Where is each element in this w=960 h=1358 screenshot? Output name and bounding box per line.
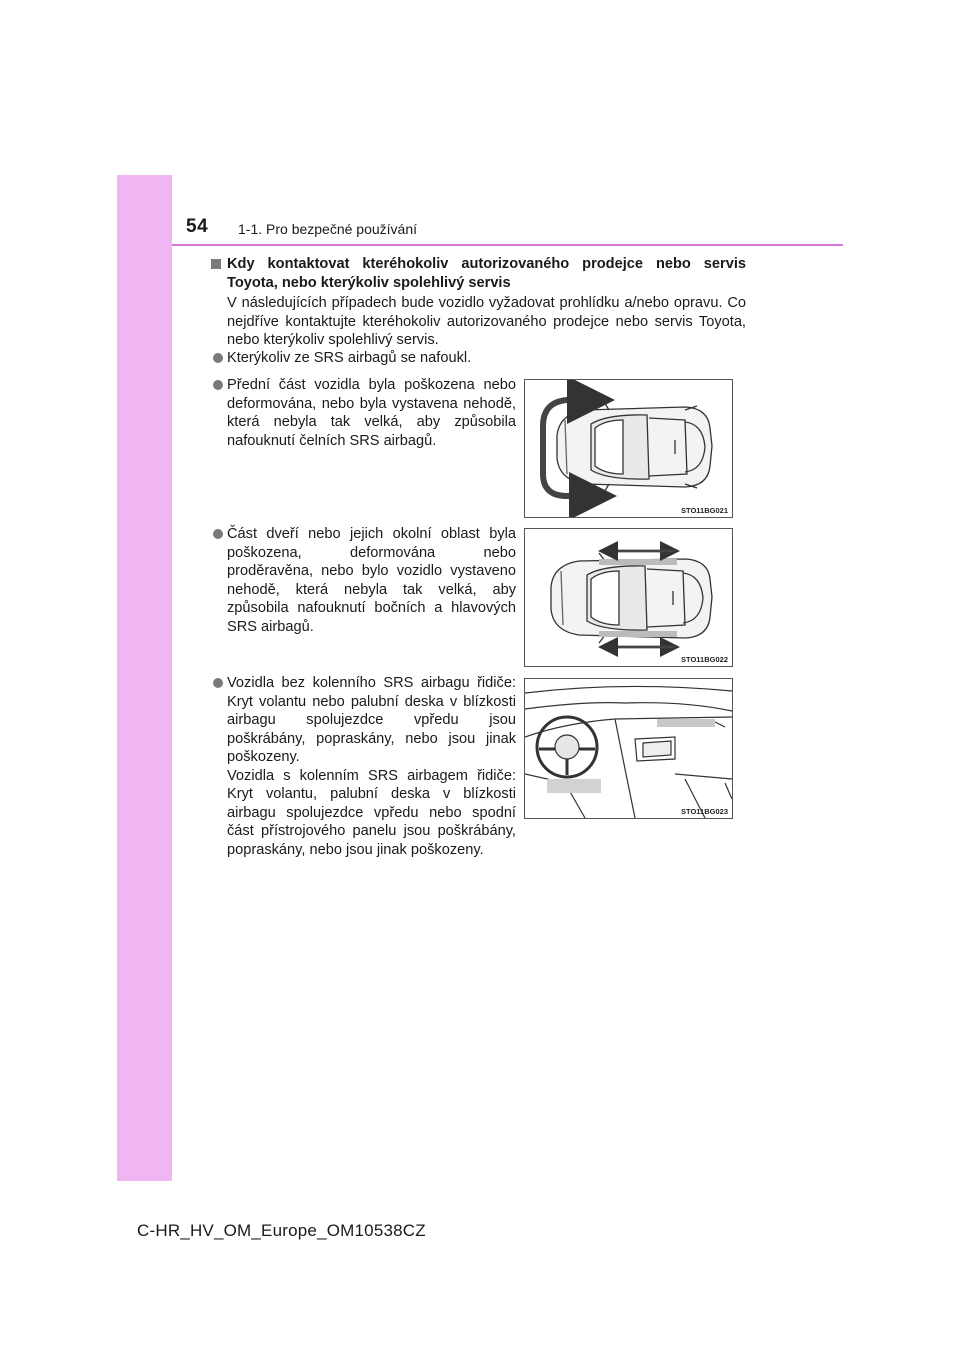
bullet-text-continued: Vozidla s kolenním SRS airbagem řidiče: Kryt volantu, palubní deska v blízkosti airbagu spolujezdce vpředu nebo spodní část přístrojového panelu jsou poškrábány, popraskány, nebo jsou jinak poškozeny. <box>227 767 516 858</box>
figure-front-damage <box>524 379 733 518</box>
figure-code: STO11BG021 <box>681 506 728 515</box>
bullet-dot-icon <box>213 380 223 390</box>
bullet-item-airbag-inflated <box>213 349 753 368</box>
bullet-text: Kterýkoliv ze SRS airbagů se nafoukl. <box>227 350 472 366</box>
dashboard-illustration <box>525 679 732 818</box>
bullet-dot-icon <box>213 529 223 539</box>
header-rule <box>172 244 843 246</box>
car-top-view-front-illustration <box>525 380 732 517</box>
bullet-text: Část dveří nebo jejich okolní oblast byla poškozena, deformována nebo proděravěna, nebo bylo vozidlo vystaveno nehodě, která nebyla tak velká, aby způsobila nafouknutí bočních a hlavových SRS airbagů. <box>227 526 516 635</box>
page-number: 54 <box>186 216 209 237</box>
bullet-text: Vozidla bez kolenního SRS airbagu řidiče: Kryt volantu nebo palubní deska v blízkosti airbagu spolujezdce vpředu jsou poškrábány, popraskány, nebo jsou jinak poškozeny. <box>227 675 516 765</box>
bullet-item-door-damage <box>213 525 516 636</box>
bullet-item-dashboard-damage <box>213 674 516 859</box>
heading-text: Kdy kontaktovat kteréhokoliv autorizovaného prodejce nebo servis Toyota, nebo kterýkoliv spolehlivý servis <box>227 256 746 291</box>
chapter-color-band <box>117 175 172 1181</box>
car-top-view-side-illustration <box>525 529 732 666</box>
bullet-dot-icon <box>213 353 223 363</box>
figure-side-damage <box>524 528 733 667</box>
figure-code: STO11BG023 <box>681 807 728 816</box>
bullet-text: Přední část vozidla byla poškozena nebo deformována, nebo byla vystavena nehodě, která nebyla tak velká, aby způsobila nafouknutí čelních SRS airbagů. <box>227 377 516 449</box>
section-heading <box>213 255 746 293</box>
figure-code: STO11BG022 <box>681 655 728 664</box>
document-footer: C-HR_HV_OM_Europe_OM10538CZ <box>137 1221 426 1240</box>
intro-paragraph: V následujících případech bude vozidlo vyžadovat prohlídku a/nebo opravu. Co nejdříve kontaktujte kteréhokoliv autorizovaného prodejce nebo servis Toyota, nebo kterýkoliv spolehlivý servis. <box>227 295 746 348</box>
bullet-dot-icon <box>213 678 223 688</box>
heading-square-icon <box>211 259 221 269</box>
figure-dashboard <box>524 678 733 819</box>
section-title: 1-1. Pro bezpečné používání <box>238 221 418 237</box>
bullet-item-front-damage <box>213 376 516 450</box>
